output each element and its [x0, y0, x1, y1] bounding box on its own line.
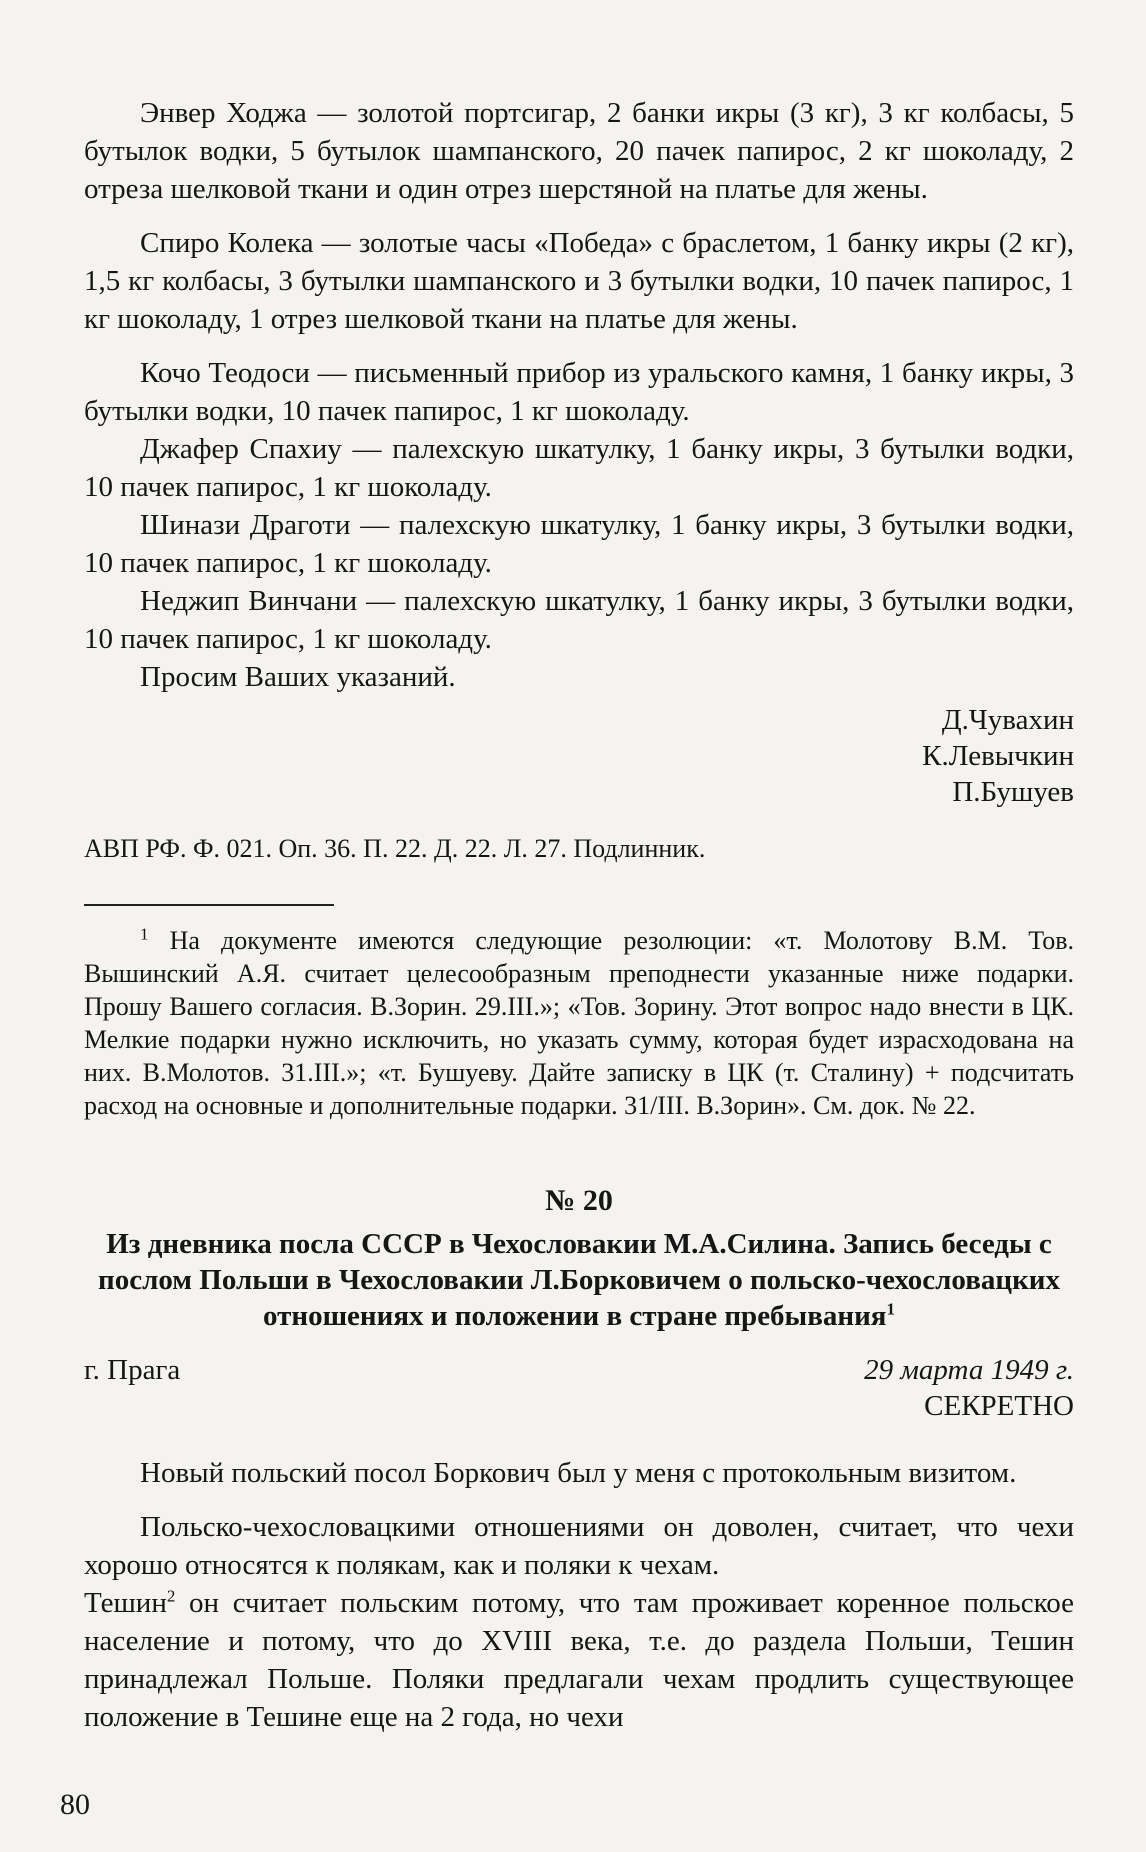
- place-date-row: [84, 1352, 1074, 1388]
- document-title: [84, 1226, 1074, 1334]
- paragraph-request: Просим Ваших указаний.: [140, 661, 456, 693]
- paragraph-enver-hoxha: Энвер Ходжа — золотой портсигар, 2 банки икры (3 кг), 3 кг колбасы, 5 бутылок водки, 5 бутылок шампанского, 20 пачек папирос, 2 кг шоколаду, 2 отреза шелковой ткани и один отрез шерстяной на платье для жены.: [84, 97, 1074, 205]
- teschen-text: он считает польским потому, что там проживает коренное польское население и потому, что до XVIII века, т.е. до раздела Польши, Тешин принадлежал Польше. Поляки предлагали чехам продлить существующее положение в Тешине еще на 2 года, но чехи: [84, 1587, 1074, 1733]
- archive-reference: АВП РФ. Ф. 021. Оп. 36. П. 22. Д. 22. Л. 27. Подлинник.: [84, 834, 706, 863]
- signature-levychkin: К.Левычкин: [922, 740, 1074, 772]
- document-date: 29 марта 1949 г.: [864, 1354, 1074, 1386]
- signature-block: [84, 702, 1074, 810]
- paragraph-jafer-spahiu: Джафер Спахиу — палехскую шкатулку, 1 банку икры, 3 бутылки водки, 10 пачек папирос, 1 кг шоколаду.: [84, 433, 1074, 503]
- document-title-footnote-marker: 1: [886, 1299, 895, 1319]
- teschen-footnote-marker: 2: [166, 1586, 176, 1606]
- paragraph-teschen: [84, 1584, 1074, 1736]
- paragraph-shinazi-drahoti: Шинази Драготи — палехскую шкатулку, 1 банку икры, 3 бутылки водки, 10 пачек папирос, 1 кг шоколаду.: [84, 509, 1074, 579]
- classification-stamp: СЕКРЕТНО: [924, 1390, 1074, 1422]
- document-place: г. Прага: [84, 1354, 181, 1386]
- page-number: 80: [60, 1788, 90, 1821]
- footnote-marker: 1: [140, 924, 149, 944]
- document-number: № 20: [545, 1184, 613, 1217]
- paragraph-visit: Новый польский посол Боркович был у меня с протокольным визитом.: [140, 1457, 1017, 1489]
- footnote-text: На документе имеются следующие резолюции: «т. Молотову В.М. Тов. Вышинский А.Я. считает целесообразным преподнести указанные ниже подарки. Прошу Вашего согласия. В.Зорин. 29.III.»; «Тов. Зорину. Этот вопрос надо внести в ЦК. Мелкие подарки нужно исключить, но указать сумму, которая будет израсходована на них. В.Молотов. 31.III.»; «т. Бушуеву. Дайте записку в ЦК (т. Сталину) + подсчитать расход на основные и дополнительные подарки. 31/III. В.Зорин». См. док. № 22.: [84, 926, 1074, 1120]
- text-column: [84, 94, 1074, 1736]
- document-title-text: Из дневника посла СССР в Чехословакии М.А.Силина. Запись беседы с послом Польши в Чехословакии Л.Борковичем о польско-чехословацких отношениях и положении в стране пребывания: [97, 1228, 1060, 1332]
- paragraph-kocho-teodosi: Кочо Теодоси — письменный прибор из уральского камня, 1 банку икры, 3 бутылки водки, 10 пачек папирос, 1 кг шоколаду.: [84, 357, 1074, 427]
- signature-bushuev: П.Бушуев: [952, 776, 1074, 808]
- signature-chuvakhin: Д.Чувахин: [941, 704, 1074, 736]
- footnote-divider: [84, 904, 334, 906]
- paragraph-relations: Польско-чехословацкими отношениями он доволен, считает, что чехи хорошо относятся к полякам, как и поляки к чехам.: [84, 1511, 1074, 1581]
- paragraph-nexhip-vinchani: Неджип Винчани — палехскую шкатулку, 1 банку икры, 3 бутылки водки, 10 пачек папирос, 1 кг шоколаду.: [84, 585, 1074, 655]
- teschen-word: Тешин: [84, 1587, 167, 1619]
- footnote: [84, 924, 1074, 1122]
- paragraph-spiro-koleka: Спиро Колека — золотые часы «Победа» с браслетом, 1 банку икры (2 кг), 1,5 кг колбасы, 3 бутылки шампанского и 3 бутылки водки, 10 пачек папирос, 1 кг шоколаду, 1 отрез шелковой ткани на платье для жены.: [84, 227, 1074, 335]
